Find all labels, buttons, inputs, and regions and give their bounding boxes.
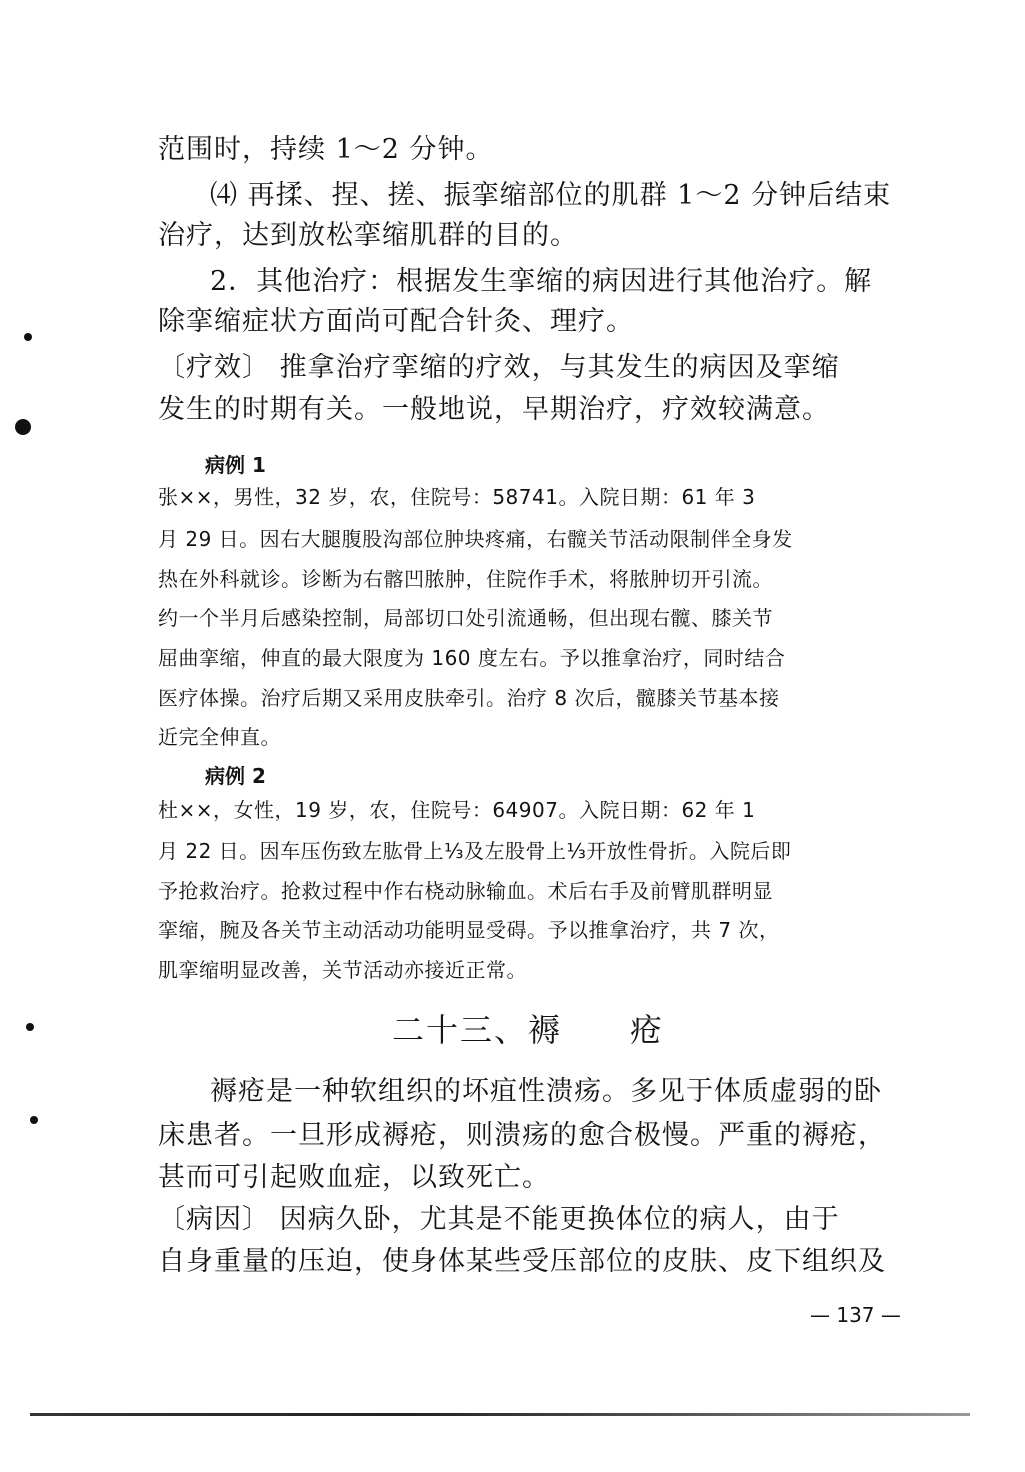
binding-hole-dot — [30, 1116, 38, 1124]
section-title-part: 二十三、褥 — [392, 1011, 563, 1049]
text-line: ⑷ 再揉、捏、搓、振挛缩部位的肌群 1～2 分钟后结束 — [210, 180, 892, 211]
text-line: 发生的时期有关。一般地说，早期治疗，疗效较满意。 — [158, 394, 830, 425]
case-1-line: 医疗体操。治疗后期又采用皮肤牵引。治疗 8 次后，髋膝关节基本接 — [158, 686, 780, 710]
text-line: 〔病因〕 因病久卧，尤其是不能更换体位的病人，由于 — [158, 1204, 840, 1235]
section-title — [392, 1008, 664, 1052]
case-1-line: 屈曲挛缩，伸直的最大限度为 160 度左右。予以推拿治疗，同时结合 — [158, 646, 786, 670]
case-1-line: 热在外科就诊。诊断为右髂凹脓肿，住院作手术，将脓肿切开引流。 — [158, 567, 773, 591]
case-1-line: 月 29 日。因右大腿腹股沟部位肿块疼痛，右髋关节活动限制伴全身发 — [158, 527, 793, 551]
text-line: 范围时，持续 1～2 分钟。 — [158, 134, 494, 165]
text-line: 治疗，达到放松挛缩肌群的目的。 — [158, 220, 578, 251]
case-2-line: 挛缩，腕及各关节主动活动功能明显受碍。予以推拿治疗，共 7 次， — [158, 918, 780, 942]
case-1-line: 张××，男性，32 岁，农，住院号：58741。入院日期：61 年 3 — [158, 485, 756, 509]
binding-hole-dot — [24, 333, 32, 341]
case-1-title: 病例 1 — [205, 453, 266, 477]
page-edge-rule — [30, 1413, 970, 1416]
text-line: 自身重量的压迫，使身体某些受压部位的皮肤、皮下组织及 — [158, 1246, 886, 1277]
case-1-line: 约一个半月后感染控制，局部切口处引流通畅，但出现右髋、膝关节 — [158, 606, 773, 630]
case-2-line: 月 22 日。因车压伤致左肱骨上⅓及左股骨上⅓开放性骨折。入院后即 — [158, 839, 792, 863]
page-number: — 137 — — [810, 1303, 901, 1327]
binding-hole-dot — [26, 1023, 34, 1031]
text-line: 除挛缩症状方面尚可配合针灸、理疗。 — [158, 306, 634, 337]
case-2-title: 病例 2 — [205, 764, 266, 788]
text-line: 甚而可引起败血症，以致死亡。 — [158, 1162, 550, 1193]
case-2-line: 杜××，女性，19 岁，农，住院号：64907。入院日期：62 年 1 — [158, 798, 756, 822]
case-1-line: 近完全伸直。 — [158, 725, 281, 749]
case-2-line: 予抢救治疗。抢救过程中作右桡动脉输血。术后右手及前臂肌群明显 — [158, 879, 773, 903]
case-2-line: 肌挛缩明显改善，关节活动亦接近正常。 — [158, 958, 527, 982]
section-title-part: 疮 — [630, 1011, 665, 1049]
text-line: 褥疮是一种软组织的坏疽性溃疡。多见于体质虚弱的卧 — [210, 1076, 882, 1107]
text-line: 床患者。一旦形成褥疮，则溃疡的愈合极慢。严重的褥疮， — [158, 1120, 886, 1151]
binding-hole-dot — [15, 419, 31, 435]
text-line: 〔疗效〕 推拿治疗挛缩的疗效，与其发生的病因及挛缩 — [158, 352, 840, 383]
text-line: 2．其他治疗：根据发生挛缩的病因进行其他治疗。解 — [210, 266, 873, 297]
